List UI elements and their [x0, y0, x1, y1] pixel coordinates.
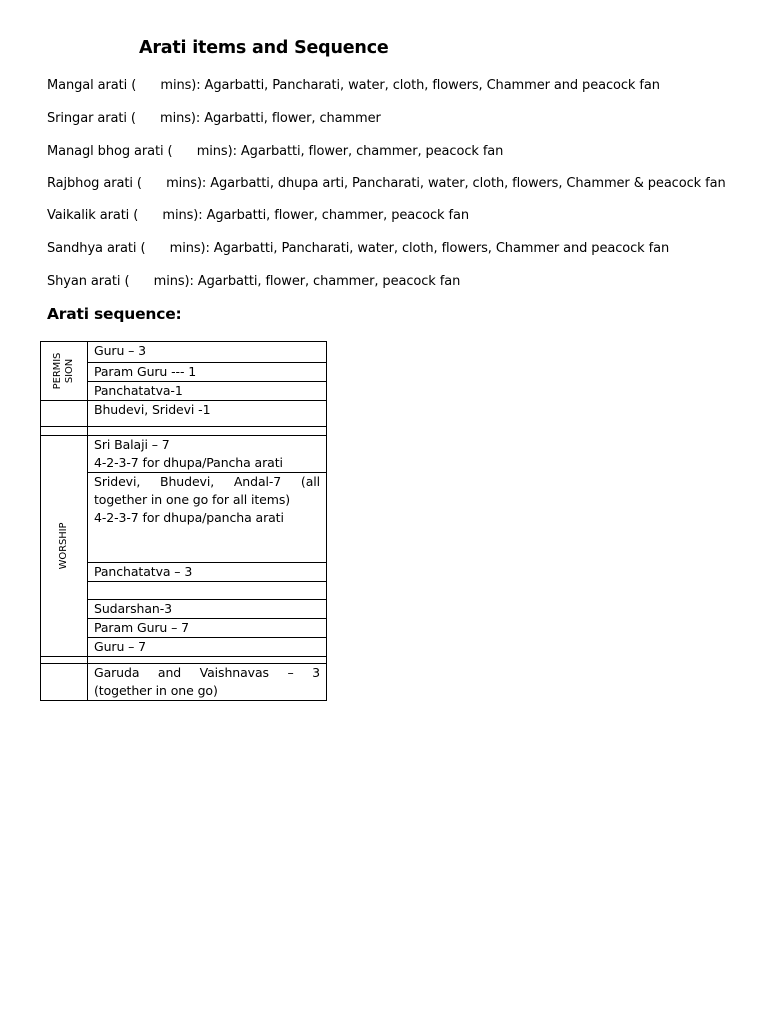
empty-cell [41, 427, 88, 436]
arati-sequence-table [40, 341, 327, 701]
arati-line-vaikalik [47, 208, 469, 223]
table-row [88, 473, 327, 563]
arati-line-shyan [47, 274, 460, 289]
worship-label: WORSHIP [58, 522, 69, 570]
empty-row [88, 427, 327, 436]
empty-cell [41, 657, 88, 664]
arati-name: Managl bhog arati ( [47, 144, 173, 159]
empty-row [88, 582, 327, 600]
arati-line-sringar [47, 111, 381, 126]
arati-name: Sandhya arati ( [47, 241, 146, 256]
row-line: (together in one go) [94, 683, 218, 698]
arati-line-rajbhog [47, 176, 726, 191]
table-row [88, 436, 327, 473]
row-line: Garuda and Vaishnavas – 3 [94, 665, 320, 680]
arati-items: mins): Agarbatti, flower, chammer, peacock fan [162, 208, 470, 223]
table-row: Param Guru --- 1 [88, 363, 327, 382]
arati-name: Vaikalik arati ( [47, 208, 139, 223]
arati-name: Rajbhog arati ( [47, 176, 142, 191]
empty-cell [41, 664, 88, 701]
permission-label: PERMIS SION [52, 352, 75, 390]
table-row: Panchatatva-1 [88, 382, 327, 401]
empty-row [88, 657, 327, 664]
table-row: Guru – 3 [88, 342, 327, 363]
table-row: Panchatatva – 3 [88, 563, 327, 582]
arati-items: mins): Agarbatti, dhupa arti, Pancharati, water, cloth, flowers, Chammer & peacock fan [166, 176, 726, 191]
table-row: Param Guru – 7 [88, 619, 327, 638]
arati-line-sandhya [47, 241, 669, 256]
table-row: Bhudevi, Sridevi -1 [88, 401, 327, 427]
row-line: 4-2-3-7 for dhupa/pancha arati [94, 510, 284, 525]
permission-label-cell [41, 342, 88, 401]
page-title: Arati items and Sequence [139, 38, 389, 58]
sequence-heading: Arati sequence: [47, 305, 182, 323]
worship-label-cell [41, 436, 88, 657]
arati-items: mins): Agarbatti, flower, chammer, peacock fan [196, 144, 504, 159]
arati-name: Mangal arati ( [47, 78, 137, 93]
arati-line-mangal [47, 78, 660, 93]
arati-items: mins): Agarbatti, Pancharati, water, cloth, flowers, Chammer and peacock fan [160, 78, 660, 93]
arati-items: mins): Agarbatti, flower, chammer [160, 111, 381, 126]
row-line: 4-2-3-7 for dhupa/Pancha arati [94, 455, 283, 470]
arati-items: mins): Agarbatti, Pancharati, water, cloth, flowers, Chammer and peacock fan [169, 241, 670, 256]
arati-line-bhog [47, 144, 503, 159]
arati-name: Sringar arati ( [47, 111, 136, 126]
arati-name: Shyan arati ( [47, 274, 130, 289]
row-line: Sri Balaji – 7 [94, 437, 170, 452]
row-line: Sridevi, Bhudevi, Andal-7 (all together in one go for all items) [94, 474, 320, 507]
table-row: Guru – 7 [88, 638, 327, 657]
empty-cell [41, 401, 88, 427]
arati-items: mins): Agarbatti, flower, chammer, peacock fan [153, 274, 461, 289]
table-row [88, 664, 327, 701]
table-row: Sudarshan-3 [88, 600, 327, 619]
